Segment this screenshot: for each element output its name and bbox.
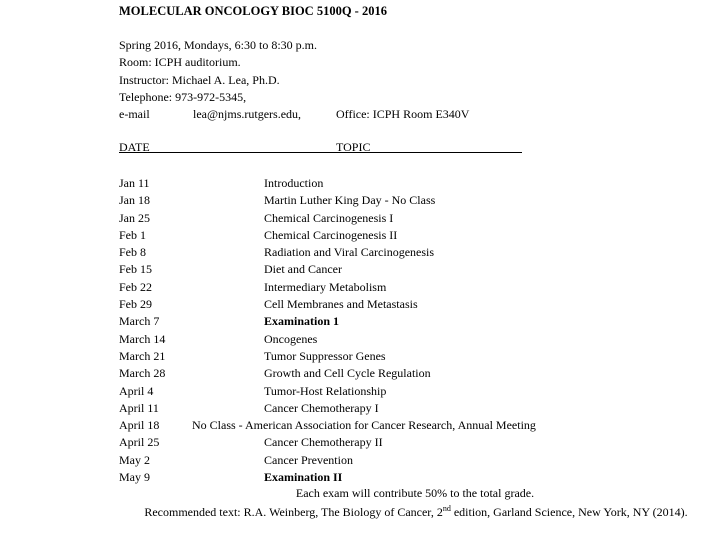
row-date: Feb 15 xyxy=(119,262,152,277)
row-topic: Martin Luther King Day - No Class xyxy=(264,193,436,208)
instructor-text: Instructor: Michael A. Lea, Ph.D. xyxy=(119,73,280,87)
row-date: Feb 1 xyxy=(119,227,146,242)
schedule-row xyxy=(0,452,720,469)
row-topic: Examination II xyxy=(264,470,343,485)
schedule-row xyxy=(0,434,720,451)
schedule-row xyxy=(0,227,720,244)
row-date: Jan 11 xyxy=(119,176,150,190)
row-date: March 7 xyxy=(119,314,160,329)
row-date: May 2 xyxy=(119,452,150,467)
header-underline xyxy=(119,152,522,153)
schedule-row xyxy=(0,192,720,209)
row-topic: Tumor-Host Relationship xyxy=(264,383,387,398)
schedule-row xyxy=(0,296,720,313)
room-text: Room: ICPH auditorium. xyxy=(119,55,241,69)
row-topic: Growth and Cell Cycle Regulation xyxy=(264,366,431,381)
schedule-row xyxy=(0,400,720,417)
telephone-text: Telephone: 973-972-5345, xyxy=(119,90,247,104)
row-date: Jan 25 xyxy=(119,210,150,225)
row-topic: Cancer Chemotherapy I xyxy=(264,400,379,415)
row-topic: Cancer Chemotherapy II xyxy=(264,435,383,450)
schedule-row xyxy=(0,313,720,330)
schedule-row xyxy=(0,469,720,486)
schedule-row xyxy=(0,261,720,278)
row-date: May 9 xyxy=(119,470,150,485)
row-topic: Introduction xyxy=(264,176,324,190)
row-topic: Examination 1 xyxy=(264,314,340,329)
schedule-row xyxy=(0,279,720,296)
row-topic: Diet and Cancer xyxy=(264,262,342,277)
topic-header: TOPIC xyxy=(336,140,371,154)
schedule-row xyxy=(0,348,720,365)
schedule-table xyxy=(0,175,720,486)
row-date: March 14 xyxy=(119,331,166,346)
row-date: March 21 xyxy=(119,348,166,363)
row-topic: Intermediary Metabolism xyxy=(264,279,387,294)
email-label: e-mail xyxy=(119,107,150,121)
row-date: March 28 xyxy=(119,366,166,381)
schedule-text: Spring 2016, Mondays, 6:30 to 8:30 p.m. xyxy=(119,38,318,52)
row-topic: Oncogenes xyxy=(264,331,318,346)
row-topic: Tumor Suppressor Genes xyxy=(264,348,386,363)
schedule-row xyxy=(0,365,720,382)
schedule-row xyxy=(0,417,720,434)
email-text: lea@njms.rutgers.edu, xyxy=(193,107,302,121)
row-date: April 4 xyxy=(119,383,154,398)
row-date: Feb 8 xyxy=(119,245,146,260)
schedule-row xyxy=(0,383,720,400)
row-date: April 25 xyxy=(119,435,160,450)
recommended-text xyxy=(0,504,720,520)
schedule-row xyxy=(0,210,720,227)
schedule-row xyxy=(0,175,720,192)
row-topic: Cell Membranes and Metastasis xyxy=(264,297,418,312)
row-date: April 18 xyxy=(119,418,160,433)
date-header: DATE xyxy=(119,140,150,154)
grading-note: Each exam will contribute 50% to the total grade. xyxy=(295,486,535,500)
row-date: Feb 22 xyxy=(119,279,152,294)
row-topic: No Class - American Association for Cancer Research, Annual Meeting xyxy=(192,418,536,433)
office-text: Office: ICPH Room E340V xyxy=(336,107,470,121)
row-topic: Cancer Prevention xyxy=(264,452,353,467)
row-topic: Chemical Carcinogenesis II xyxy=(264,227,398,242)
schedule-row xyxy=(0,244,720,261)
recommended-text-main: Recommended text: R.A. Weinberg, The Biology of Cancer, 2 xyxy=(144,505,443,519)
document-title: MOLECULAR ONCOLOGY BIOC 5100Q - 2016 xyxy=(119,4,387,18)
row-date: Feb 29 xyxy=(119,297,152,312)
recommended-text-tail: edition, Garland Science, New York, NY (2014). xyxy=(450,505,688,519)
recommended-text-sup: nd xyxy=(442,504,451,513)
row-topic: Chemical Carcinogenesis I xyxy=(264,210,394,225)
schedule-row xyxy=(0,331,720,348)
row-topic: Radiation and Viral Carcinogenesis xyxy=(264,245,435,260)
row-date: April 11 xyxy=(119,400,159,415)
row-date: Jan 18 xyxy=(119,193,150,208)
